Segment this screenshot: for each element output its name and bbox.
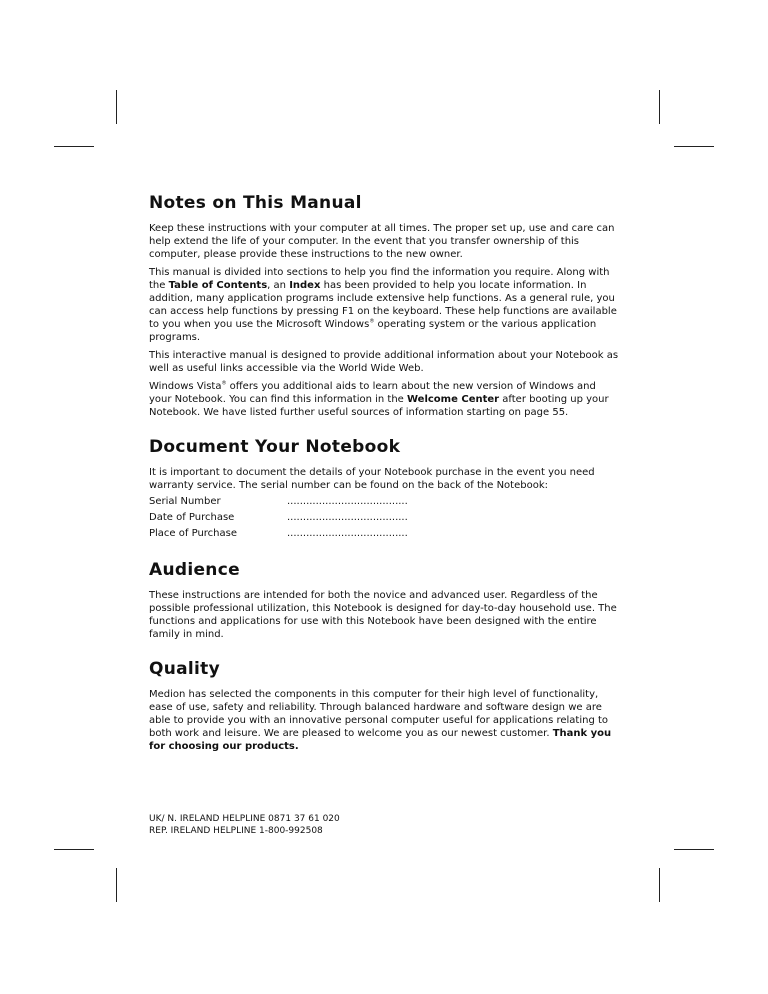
paragraph — [149, 380, 621, 419]
crop-mark — [116, 90, 117, 124]
text-span: offers you additional aids to learn about the new version of Windows and your Notebook. You can find this information in the — [149, 381, 596, 405]
bold-text: Thank you for choosing our products. — [149, 728, 612, 752]
form-label: Date of Purchase — [149, 512, 235, 523]
form-blank: ...................................... — [287, 512, 408, 523]
crop-mark — [54, 146, 94, 147]
form-label: Serial Number — [149, 496, 221, 507]
helpline-ireland: REP. IRELAND HELPLINE 1-800-992508 — [149, 826, 323, 836]
text-span: after booting up your Notebook. We have listed further useful sources of information starting on page 55. — [149, 394, 609, 418]
text-span: Windows Vista — [149, 381, 222, 392]
page-content — [149, 193, 621, 771]
form-row-date — [149, 510, 621, 526]
form-blank: ...................................... — [287, 528, 408, 539]
section-title: Document Your Notebook — [149, 437, 401, 457]
text-span: operating system or the various application programs. — [149, 319, 597, 343]
bold-text: Index — [289, 280, 321, 291]
text-span: Medion has selected the components in this computer for their high level of functionality, ease of use, safety and reliability. Through balanced hardware and software design we are able to provide you with an innovative personal computer useful for applications relating to both work and leisure. We are pleased to welcome you as our newest customer. — [149, 689, 609, 739]
text-span: , an — [267, 280, 290, 291]
crop-mark — [659, 868, 660, 902]
section-document — [149, 437, 621, 542]
crop-mark — [674, 146, 714, 147]
paragraph: These instructions are intended for both the novice and advanced user. Regardless of the possible professional utilization, this Notebook is designed for day-to-day household use. The functions and applications for use with this Notebook have been designed with the entire family in mind. — [149, 590, 617, 640]
section-quality — [149, 659, 621, 753]
registered-mark: ® — [221, 380, 227, 387]
text-span: This manual is divided into sections to help you find the information you require. Along with the — [149, 267, 610, 291]
section-title: Notes on This Manual — [149, 193, 362, 213]
footer-helpline — [149, 813, 340, 837]
bold-text: Table of Contents — [168, 280, 268, 291]
bold-text: Welcome Center — [407, 394, 500, 405]
section-title: Quality — [149, 659, 220, 679]
paragraph: This interactive manual is designed to provide additional information about your Notebook as well as useful links accessible via the World Wide Web. — [149, 350, 619, 374]
paragraph: Keep these instructions with your computer at all times. The proper set up, use and care can help extend the life of your computer. In the event that you transfer ownership of this computer, please provide these instructions to the new owner. — [149, 223, 615, 260]
crop-mark — [659, 90, 660, 124]
crop-mark — [116, 868, 117, 902]
crop-mark — [674, 849, 714, 850]
form-row-place — [149, 526, 621, 542]
paragraph — [149, 266, 621, 344]
section-audience — [149, 560, 621, 641]
section-notes — [149, 193, 621, 419]
text-span: has been provided to help you locate information. In addition, many application programs include extensive help functions. As a general rule, you can access help functions by pressing F1 on the keyboard. These help functions are available to you when you use the Microsoft Windows — [149, 280, 617, 330]
form-row-serial — [149, 494, 621, 510]
registered-mark: ® — [369, 318, 375, 325]
section-title: Audience — [149, 560, 240, 580]
paragraph: It is important to document the details of your Notebook purchase in the event you need warranty service. The serial number can be found on the back of the Notebook: — [149, 467, 595, 491]
crop-mark — [54, 849, 94, 850]
form-label: Place of Purchase — [149, 528, 237, 539]
form-blank: ...................................... — [287, 496, 408, 507]
paragraph — [149, 688, 621, 753]
helpline-uk: UK/ N. IRELAND HELPLINE 0871 37 61 020 — [149, 814, 340, 824]
